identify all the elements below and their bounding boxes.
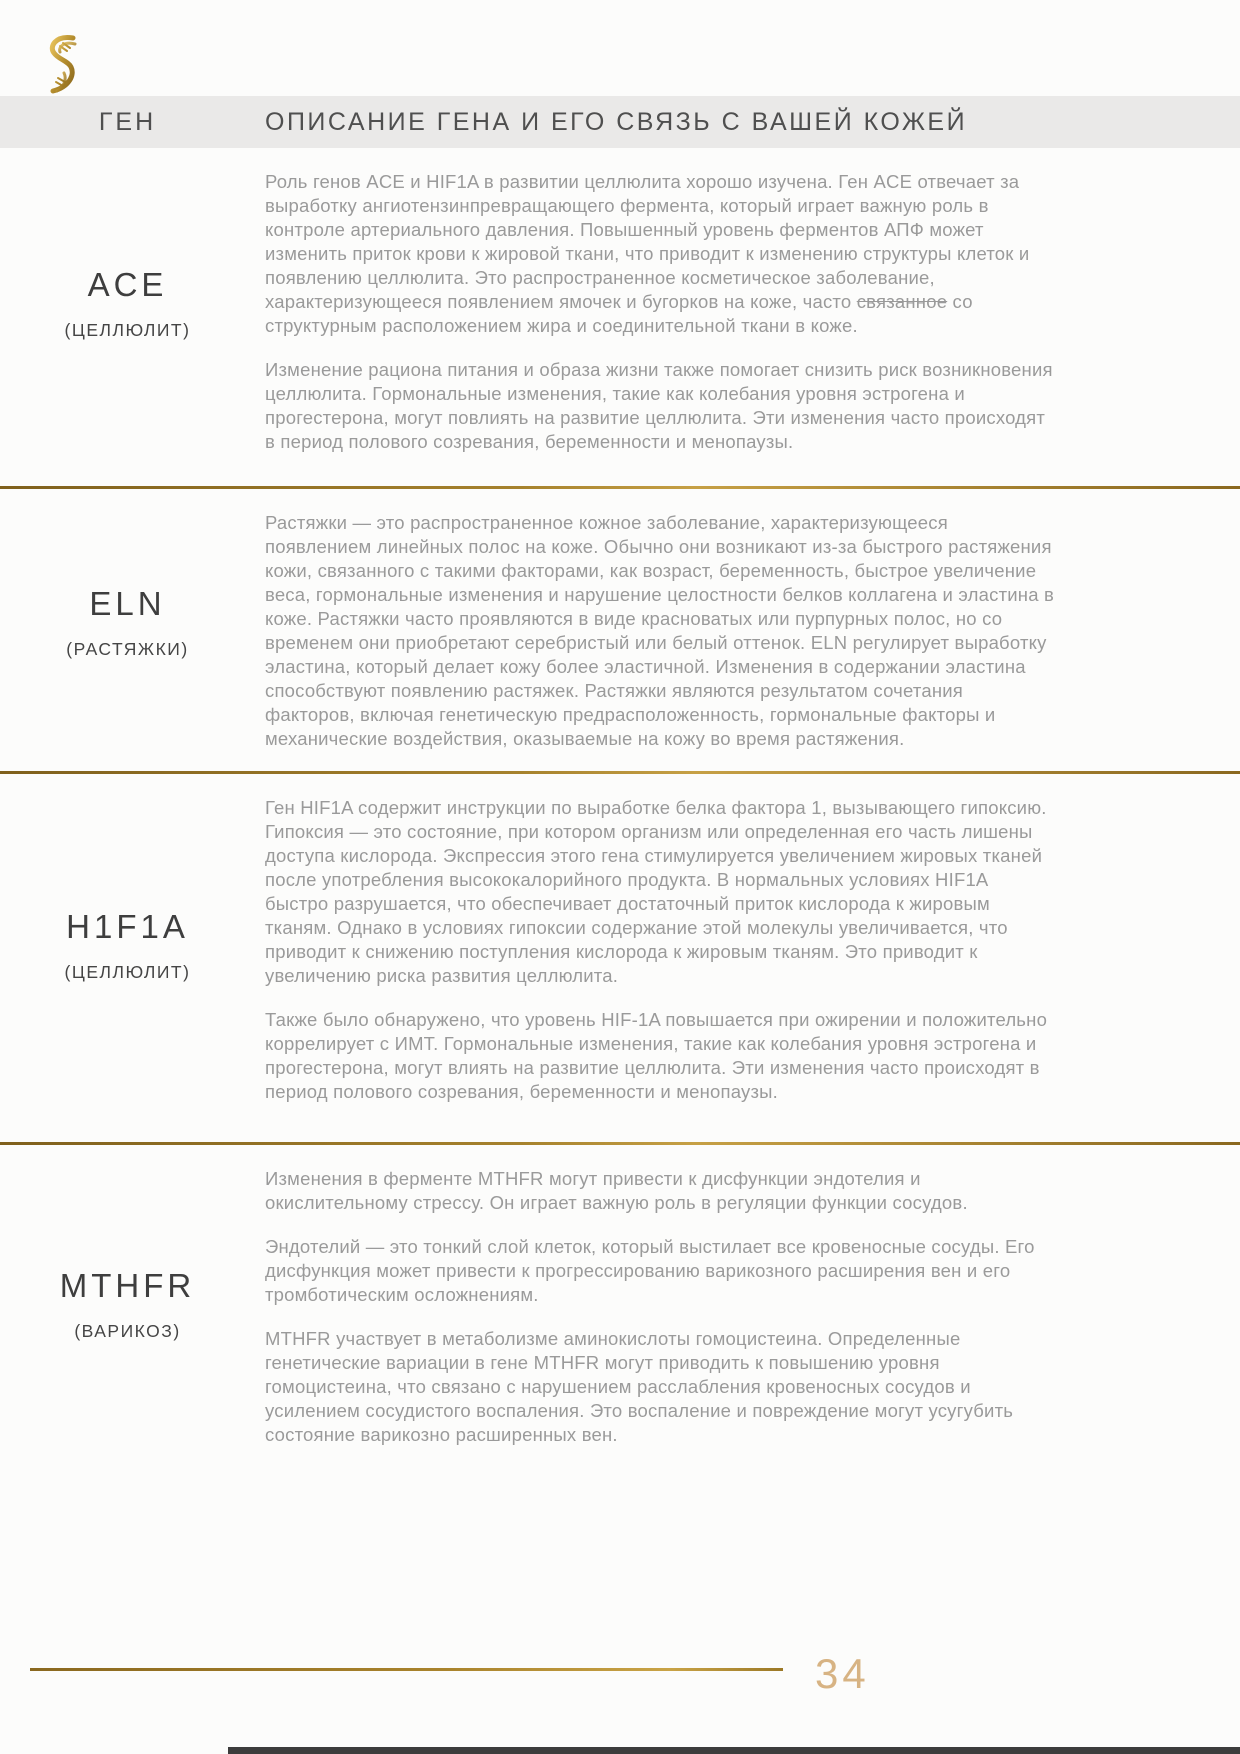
bottom-edge-bar — [228, 1747, 1240, 1754]
gene-name: H1F1A — [66, 908, 189, 945]
paragraph: Изменение рациона питания и образа жизни также помогает снизить риск возникновения целлюлита. Гормональные изменения, такие как колебания уровня эстрогена и прогестерона, могут повлиять на развитие целлюлита. Эти изменения часто происходят в период полового созревания, беременности и менопаузы. — [265, 359, 1053, 452]
gene-trait-label: (РАСТЯЖКИ) — [66, 639, 189, 659]
table-header-row — [0, 96, 1240, 148]
table-row-h1f1a — [0, 774, 1240, 1142]
dna-logo-icon — [46, 34, 80, 96]
gene-description — [255, 1145, 1055, 1600]
gene-trait-label: (ЦЕЛЛЮЛИТ) — [64, 320, 191, 340]
paragraph: Также было обнаружено, что уровень HIF-1A повышается при ожирении и положительно коррелирует с ИМТ. Гормональные изменения, такие как колебания уровня эстрогена и прогестерона, могут влиять на развитие целлюлита. Эти изменения часто происходят в период полового созревания, беременности и менопаузы. — [265, 1009, 1048, 1102]
table-row-eln — [0, 489, 1240, 771]
paragraph — [265, 170, 1055, 338]
paragraph-text: со структурным расположением жира и соединительной ткани в коже. — [265, 291, 973, 336]
paragraph: Эндотелий — это тонкий слой клеток, который выстилает все кровеносные сосуды. Его дисфункция может привести к прогрессированию варикозного расширения вен и его тромботическим осложнениям. — [265, 1236, 1035, 1305]
gene-name: ACE — [87, 266, 168, 303]
gene-trait-label: (ЦЕЛЛЮЛИТ) — [64, 962, 191, 982]
paragraph: Ген HIF1A содержит инструкции по выработке белка фактора 1, вызывающего гипоксию. Гипоксия — это состояние, при котором организм или определенная его часть лишены доступа кислорода. Экспрессия этого гена стимулируется увеличением жировых тканей после употребления высококалорийного продукта. В нормальных условиях HIF1A быстро разрушается, что обеспечивает достаточный приток кислорода к жировым тканям. Однако в условиях гипоксии содержание этой молекулы увеличивается, что приводит к снижению поступления кислорода к жировым тканям. Это приводит к увеличению риска развития целлюлита. — [265, 797, 1047, 986]
description-column-header: ОПИСАНИЕ ГЕНА И ЕГО СВЯЗЬ С ВАШЕЙ КОЖЕЙ — [265, 107, 968, 136]
struck-word: связанное — [856, 291, 948, 312]
gene-table — [0, 96, 1240, 1600]
gene-description — [255, 489, 1055, 771]
gene-cell — [0, 774, 255, 1142]
gene-description — [255, 148, 1055, 486]
page-number: 34 — [815, 1650, 870, 1697]
gene-cell — [0, 489, 255, 771]
table-row-mthfr — [0, 1145, 1240, 1600]
gene-name: ELN — [89, 585, 166, 622]
footer-rule — [30, 1668, 783, 1671]
paragraph: Изменения в ферменте MTHFR могут привести к дисфункции эндотелия и окислительному стрессу. Он играет важную роль в регуляции функции сосудов. — [265, 1168, 968, 1213]
paragraph-text: Роль генов ACE и HIF1A в развитии целлюлита хорошо изучена. Ген ACE отвечает за выработку ангиотензинпревращающего фермента, который играет важную роль в контроле артериального давления. Повышенный уровень ферментов АПФ может изменить приток крови к жировой ткани, что приводит к изменению структуры клеток и появлению целлюлита. Это распространенное косметическое заболевание, характеризующееся появлением ямочек и бугорков на коже, часто — [265, 171, 1030, 312]
paragraph: Растяжки — это распространенное кожное заболевание, характеризующееся появлением линейных полос на коже. Обычно они возникают из-за быстрого растяжения кожи, связанного с такими факторами, как возраст, беременность, быстрое увеличение веса, гормональные изменения и нарушение целостности белков коллагена и эластина в коже. Растяжки часто проявляются в виде красноватых или пурпурных полос, но со временем они приобретают серебристый или белый оттенок. ELN регулирует выработку эластина, который делает кожу более эластичной. Изменения в содержании эластина способствуют появлению растяжек. Растяжки являются результатом сочетания факторов, включая генетическую предрасположенность, гормональные факторы и механические воздействия, оказываемые на кожу во время растяжения. — [265, 512, 1055, 749]
gene-column-header: ГЕН — [98, 107, 157, 136]
table-row-ace — [0, 148, 1240, 486]
paragraph: MTHFR участвует в метаболизме аминокислоты гомоцистеина. Определенные генетические вариации в гене MTHFR могут приводить к повышению уровня гомоцистеина, что связано с нарушением расслабления кровеносных сосудов и усилением сосудистого воспаления. Это воспаление и повреждение могут усугубить состояние варикозно расширенных вен. — [265, 1328, 1014, 1445]
gene-cell — [0, 148, 255, 486]
gene-cell — [0, 1145, 255, 1600]
gene-description — [255, 774, 1055, 1142]
gene-name: MTHFR — [59, 1267, 196, 1304]
gene-trait-label: (ВАРИКОЗ) — [74, 1321, 181, 1341]
